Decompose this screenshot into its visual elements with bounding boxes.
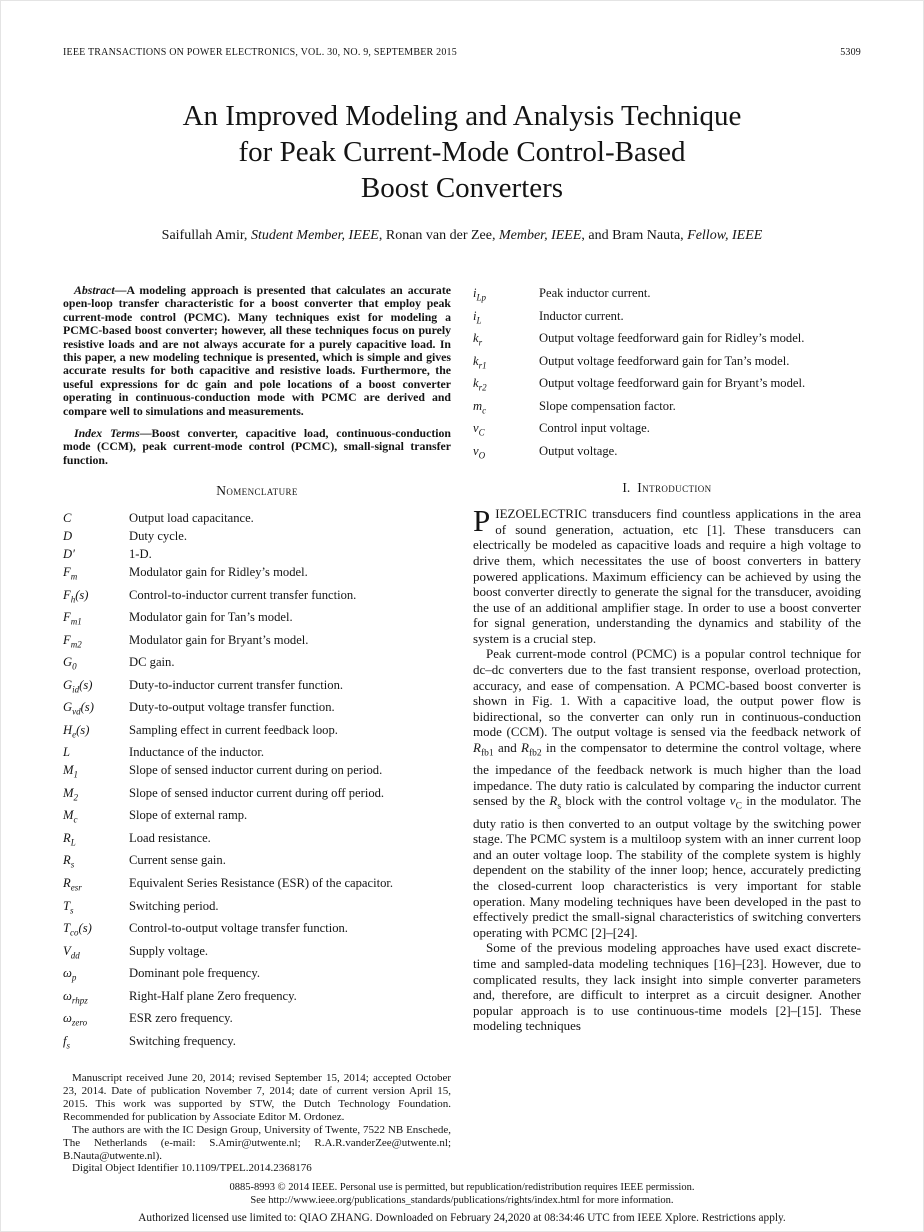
nomenclature-symbol: $F_m$ [63,565,78,582]
paper-title [63,98,861,206]
introduction-paragraphs [473,503,862,1034]
nomenclature-symbol: $k_{r1}$ [473,353,487,371]
nomenclature-definition: Output voltage. [539,443,618,458]
nomenclature-symbol: $M_2$ [63,785,78,803]
nomenclature-symbol: C [63,511,72,526]
nomenclature-row [63,919,451,942]
nomenclature-row [473,374,861,397]
nomenclature-definition: Slope of sensed inductor current during off period. [129,785,385,800]
left-column [63,284,451,1175]
nomenclature-row [63,653,451,676]
nomenclature-symbol: $\omega_{rhpz}$ [63,988,88,1006]
nomenclature-row [63,721,451,744]
nomenclature-symbol: D′ [63,547,75,562]
nomenclature-definition: Switching period. [129,898,219,913]
title-line: for Peak Current-Mode Control-Based [238,136,686,168]
nomenclature-row [63,608,451,631]
intro-paragraph [473,503,861,646]
nomenclature-heading [63,483,451,499]
copyright-line-2: See http://www.ieee.org/publications_standards/publications/rights/index.html for more information. [250,1194,674,1206]
nomenclature-definition: ESR zero frequency. [129,1011,233,1026]
nomenclature-row [473,442,861,465]
nomenclature-row [63,851,451,874]
nomenclature-symbol: $F_{m2}$ [63,632,82,650]
nomenclature-row [63,1032,451,1055]
title-line: Boost Converters [360,172,564,204]
nomenclature-symbol: D [63,529,73,544]
nomenclature-row [473,397,861,420]
nomenclature-row [473,419,861,442]
nomenclature-symbol: $H_e(s)$ [63,722,90,740]
nomenclature-definition: Inductor current. [539,308,624,323]
nomenclature-row [63,806,451,829]
footnote-block [63,1054,451,1175]
nomenclature-definition: Slope of sensed inductor current during on period. [129,763,383,778]
nomenclature-definition: Slope of external ramp. [129,808,248,823]
nomenclature-symbol: $i_L$ [473,308,482,326]
running-head [63,47,861,58]
nomenclature-row [63,698,451,721]
nomenclature-row [63,676,451,699]
nomenclature-definition: Equivalent Series Resistance (ESR) of the capacitor. [129,875,394,890]
nomenclature-definition: Duty-to-output voltage transfer function. [129,700,335,715]
nomenclature-symbol: $f_s$ [63,1033,71,1051]
nomenclature-symbol: $F_h(s)$ [63,587,89,605]
nomenclature-definition: Output voltage feedforward gain for Tan’s model. [539,353,790,368]
authors-line: Saifullah Amir, Student Member, IEEE, Ronan van der Zee, Member, IEEE, and Bram Nauta, Fellow, IEEE [161,228,763,243]
right-column [473,284,861,1175]
nomenclature-definition: Supply voltage. [129,943,209,958]
footer-copyright [1,1182,923,1207]
nomenclature-row [63,874,451,897]
nomenclature-row [473,307,861,330]
page-number: 5309 [840,47,861,58]
nomenclature-list-right [473,284,861,464]
nomenclature-definition: Peak inductor current. [539,286,651,300]
journal-header: IEEE TRANSACTIONS ON POWER ELECTRONICS, VOL. 30, NO. 9, SEPTEMBER 2015 [63,47,457,58]
nomenclature-definition: Modulator gain for Bryant’s model. [129,632,309,647]
nomenclature-definition: Inductance of the inductor. [129,745,264,760]
nomenclature-definition: 1-D. [129,547,152,562]
section-title: Introduction [637,480,712,496]
nomenclature-definition: Load resistance. [129,830,211,845]
nomenclature-symbol: $v_O$ [473,443,486,461]
nomenclature-symbol: $G_{vd}(s)$ [63,700,94,717]
nomenclature-symbol: $M_1$ [63,763,78,780]
nomenclature-symbol: $F_{m1}$ [63,610,82,627]
nomenclature-symbol: $T_s$ [63,898,74,916]
nomenclature-row [63,545,451,563]
nomenclature-symbol: $k_{r2}$ [473,376,487,393]
license-stamp: Authorized licensed use limited to: QIAO ZHANG. Downloaded on February 24,2020 at 08:34:46 UTC from IEEE Xplore. Restrictions apply. [138,1212,786,1224]
nomenclature-definition: Modulator gain for Tan’s model. [129,610,293,625]
two-column-body [63,284,861,1175]
nomenclature-row [63,829,451,852]
footnote-paragraph: Digital Object Identifier 10.1109/TPEL.2014.2368176 [72,1162,312,1175]
drop-cap: P [473,503,491,539]
nomenclature-definition: Current sense gain. [129,853,226,868]
abstract: Abstract—A modeling approach is presented that calculates an accurate open-loop transfer characteristic for a boost converter that employ peak current-mode control (PCMC). Many techniques exist for modeling a PCMC-based boost converter; however, all these techniques focus on purely resistive loads and are not always accurate for a purely capacitive load. In this paper, a new modeling technique is presented, which is simple and gives accurate results for both capacitive and resistive loads. Furthermore, the useful expressions for dc gain and pole locations of a boost converter operating in continuous-conduction mode with PCMC are derived and compare well to simulations and measurements. [63,283,451,418]
nomenclature-definition: Output voltage feedforward gain for Ridley’s model. [539,331,805,346]
nomenclature-symbol: $G_0$ [63,655,77,672]
nomenclature-row [63,964,451,987]
nomenclature-symbol: $\omega_p$ [63,966,77,983]
nomenclature-definition: Switching frequency. [129,1033,236,1048]
nomenclature-symbol: $v_C$ [473,421,485,438]
footnote-paragraph: Manuscript received June 20, 2014; revised September 15, 2014; accepted October 23, 2014. Date of publication November 7, 2014; date of current version April 15, 2015. This work was supported by STW, the Dutch Technology Foundation. Recommended for publication by Associate Editor M. Ordonez. [63,1072,451,1123]
intro-paragraph: Peak current-mode control (PCMC) is a popular control technique for dc–dc converters due to the fast transient response, overload protection, accuracy, and ease of compensation. A PCMC-based boost converter is shown in Fig. 1. With a capacitive load, the output power flow is bidirectional, so the converter can only run in continuous-conduction mode (CCM). The output voltage is sensed via the feedback network of $R_{fb1}$ and $R_{fb2}$ in the compensator to determine the control voltage, where the impedance of the feedback network is much higher than the load impedance. The duty ratio is calculated by comparing the inductor current sensed by the $R_s$ block with the control voltage $v_C$ in the modulator. The duty ratio is then converted to an output voltage by the switching power stage. The PCMC system is a multiloop system with an inner current loop and an outer voltage loop. The stability of the complete system is highly dependent on the stability of the inner loop; hence, accurately predicting the closed-current loop characteristics is very important for stable operation. Many modeling techniques have been developed in the past to effectively predict the small-signal characteristics of switching converters operating with PCMC [2]–[24]. [473,646,862,940]
nomenclature-symbol: $i_{Lp}$ [473,286,487,303]
nomenclature-definition: Right-Half plane Zero frequency. [129,988,297,1003]
title-line: An Improved Modeling and Analysis Technique [182,100,742,132]
nomenclature-definition: Slope compensation factor. [539,398,676,413]
index-terms: Index Terms—Boost converter, capacitive load, continuous-conduction mode (CCM), peak current-mode control (PCMC), small-signal transfer function. [63,426,451,467]
nomenclature-row [63,586,451,609]
nomenclature-row [473,284,861,307]
nomenclature-row [63,631,451,654]
nomenclature-symbol: $V_{dd}$ [63,943,80,961]
nomenclature-symbol: $M_c$ [63,808,78,825]
nomenclature-row [473,352,861,375]
paragraph-text: IEZOELECTRIC transducers find countless applications in the area of sound generation, actuation, etc [1]. These transducers can electrically be modeled as capacitive loads and require a high voltage to drive them, which necessitates the use of boost converters in battery powered applications. Maximum efficiency can be achieved by using the boost converter directly to generate the signal for the transducer, avoiding the use of an additional amplifier stage. In order to use a boost converter for signal generation, understanding the dynamics and stability of the system is a crucial step. [473,506,861,646]
copyright-line-1: 0885-8993 © 2014 IEEE. Personal use is permitted, but republication/redistribution requires IEEE permission. [229,1182,695,1193]
nomenclature-definition: Duty-to-inductor current transfer function. [129,677,344,692]
nomenclature-row [63,743,451,761]
section-number: I. [622,480,631,496]
nomenclature-row [63,942,451,965]
introduction-heading [473,480,861,496]
nomenclature-symbol: L [63,745,71,760]
nomenclature-row [63,1009,451,1032]
nomenclature-definition: Sampling effect in current feedback loop. [129,722,338,737]
nomenclature-symbol: $R_{esr}$ [63,875,82,893]
intro-paragraph: Some of the previous modeling approaches have used exact discrete-time and sampled-data modeling techniques [16]–[23]. However, due to complicated results, they lack insight into simple converter parameters and, therefore, are difficult to interpret as a circuit designer. Another popular approach is to use continuous-time models [2]–[15]. These modeling techniques [473,940,861,1034]
nomenclature-row [473,329,861,352]
nomenclature-symbol: $k_r$ [473,331,483,348]
nomenclature-symbol: $R_L$ [63,830,76,848]
nomenclature-heading-label: Nomenclature [216,483,298,499]
nomenclature-symbol: $R_s$ [63,853,75,870]
nomenclature-definition: DC gain. [129,655,175,670]
nomenclature-row [63,897,451,920]
nomenclature-row [63,784,451,807]
nomenclature-symbol: $G_{id}(s)$ [63,677,93,695]
nomenclature-symbol: $\omega_{zero}$ [63,1011,88,1028]
nomenclature-definition: Output load capacitance. [129,511,254,526]
nomenclature-symbol: $m_c$ [473,398,487,416]
footnote-paragraph: The authors are with the IC Design Group, University of Twente, 7522 NB Enschede, The Netherlands (e-mail: S.Amir@utwente.nl; R.A.R.vanderZee@utwente.nl; B.Nauta@utwente.nl). [63,1123,451,1162]
nomenclature-row [63,527,451,545]
nomenclature-row [63,987,451,1010]
nomenclature-definition: Dominant pole frequency. [129,966,261,981]
nomenclature-symbol: $T_{co}(s)$ [63,921,92,938]
nomenclature-definition: Modulator gain for Ridley’s model. [129,565,308,580]
nomenclature-definition: Control-to-inductor current transfer function. [129,587,357,602]
nomenclature-definition: Duty cycle. [129,529,188,544]
nomenclature-row [63,509,451,527]
nomenclature-row [63,761,451,784]
nomenclature-definition: Output voltage feedforward gain for Bryant’s model. [539,376,806,391]
nomenclature-row [63,563,451,586]
nomenclature-definition: Control input voltage. [539,421,650,436]
nomenclature-definition: Control-to-output voltage transfer function. [129,921,348,936]
nomenclature-list-left [63,509,451,1054]
